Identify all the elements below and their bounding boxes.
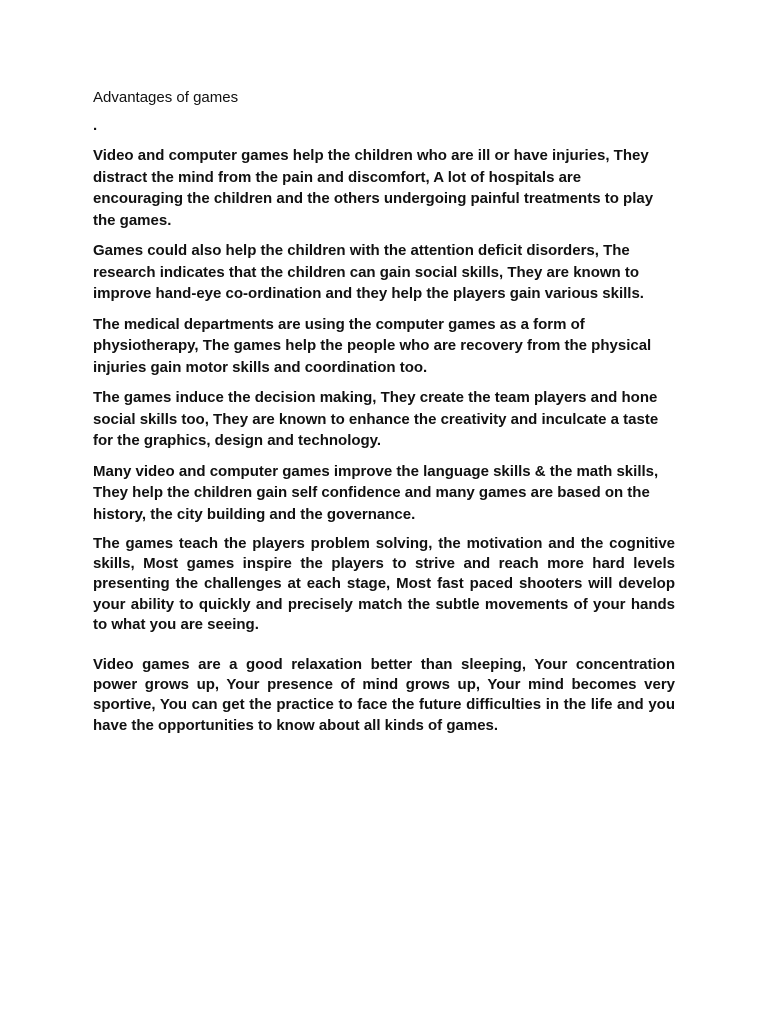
- dot-line: .: [93, 117, 98, 134]
- document-body: [93, 88, 675, 745]
- paragraph-decision-making: The games induce the decision making, They create the team players and hone social skills too, They are known to enhance the creativity and inculcate a taste for the graphics, design and technology.: [93, 389, 659, 449]
- paragraph-physiotherapy: The medical departments are using the computer games as a form of physiotherapy, The games help the people who are recovery from the physical injuries gain motor skills and coordination too.: [93, 315, 652, 376]
- paragraph-hospitals: Video and computer games help the children who are ill or have injuries, They distract the mind from the pain and discomfort, A lot of hospitals are encouraging the children and the others undergoing painful treatments to play the games.: [93, 147, 654, 229]
- paragraph-attention-deficit: Games could also help the children with the attention deficit disorders, The research indicates that the children can gain social skills, They are known to improve hand-eye co-ordination and they help the players gain various skills.: [93, 242, 644, 302]
- document-title: Advantages of games: [93, 89, 239, 106]
- paragraph-problem-solving: The games teach the players problem solving, the motivation and the cognitive skills, Most games inspire the players to strive and reach more hard levels presenting the challenges at each stage, Most fast paced shooters will develop your ability to quickly and precisely match the subtle movements of your hands to what you are seeing.: [93, 535, 675, 633]
- paragraph-relaxation: Video games are a good relaxation better than sleeping, Your concentration power grows up, Your presence of mind grows up, Your mind becomes very sportive, You can get the practice to face the future difficulties in the life and you have the opportunities to know about all kinds of games.: [93, 656, 675, 734]
- paragraph-language-skills: Many video and computer games improve the language skills & the math skills, They help the children gain self confidence and many games are based on the history, the city building and the governance.: [93, 462, 659, 523]
